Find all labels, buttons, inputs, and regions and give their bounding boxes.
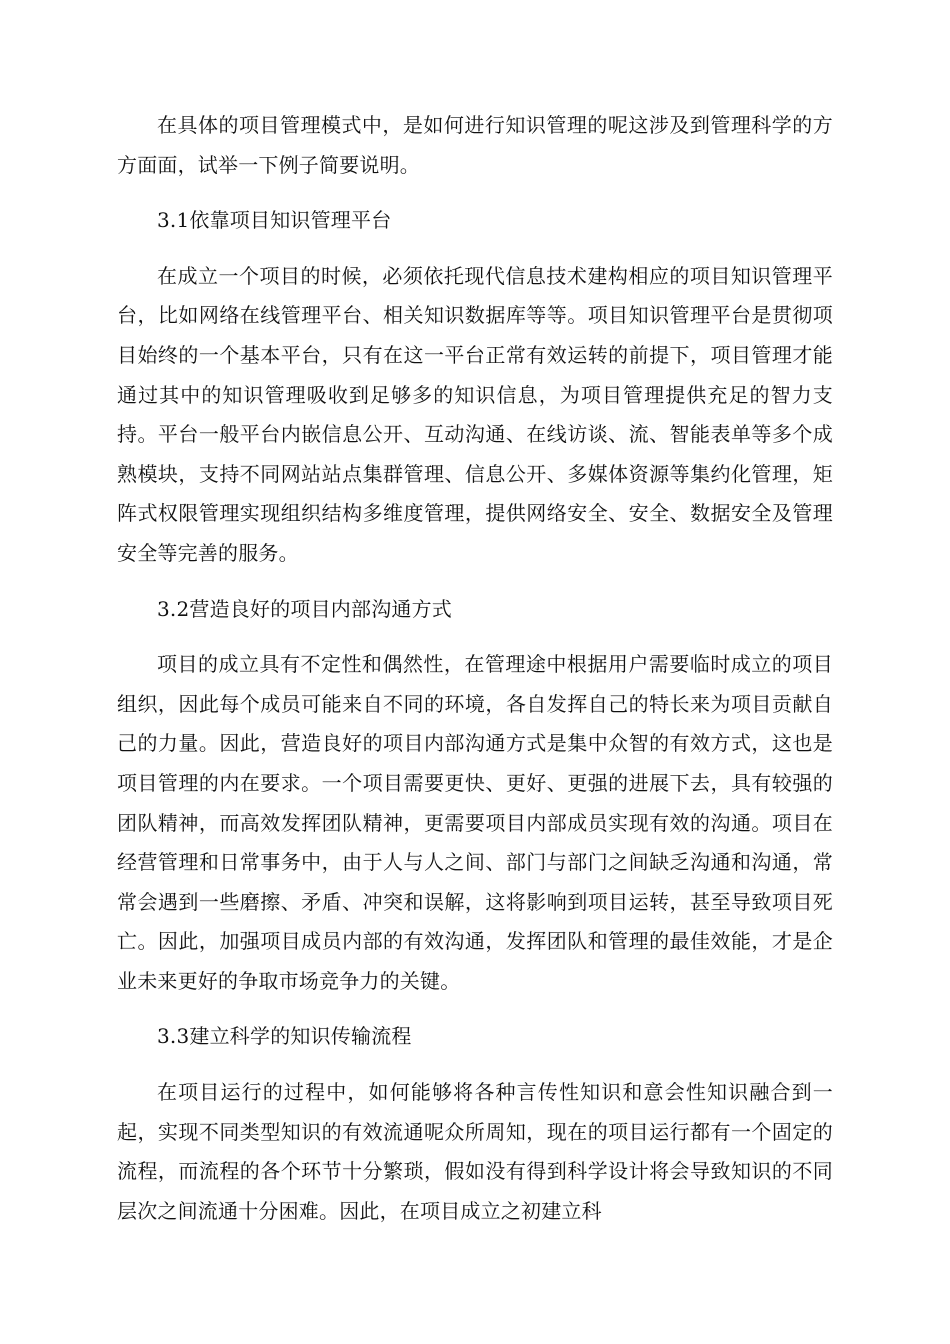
paragraph-3-1: 在成立一个项目的时候，必须依托现代信息技术建构相应的项目知识管理平台，比如网络在线管理平台、相关知识数据库等等。项目知识管理平台是贯彻项目始终的一个基本平台，只有在这一平台正常有效运转的前提下，项目管理才能通过其中的知识管理吸收到足够多的知识信息，为项目管理提供充足的智力支持。平台一般平台内嵌信息公开、互动沟通、在线访谈、流、智能表单等多个成熟模块，支持不同网站站点集群管理、信息公开、多媒体资源等集约化管理，矩阵式权限管理实现组织结构多维度管理，提供网络安全、安全、数据安全及管理安全等完善的服务。	[117, 263, 833, 565]
paragraph-3-3: 在项目运行的过程中，如何能够将各种言传性知识和意会性知识融合到一起，实现不同类型知识的有效流通呢众所周知，现在的项目运行都有一个固定的流程，而流程的各个环节十分繁琐，假如没有得到科学设计将会导致知识的不同层次之间流通十分困难。因此，在项目成立之初建立科	[117, 1080, 833, 1223]
document-page	[117, 106, 833, 1231]
paragraph-3-2: 项目的成立具有不定性和偶然性，在管理途中根据用户需要临时成立的项目组织，因此每个成员可能来自不同的环境，各自发挥自己的特长来为项目贡献自己的力量。因此，营造良好的项目内部沟通方式是集中众智的有效方式，这也是项目管理的内在要求。一个项目需要更快、更好、更强的进展下去，具有较强的团队精神，而高效发挥团队精神，更需要项目内部成员实现有效的沟通。项目在经营管理和日常事务中，由于人与人之间、部门与部门之间缺乏沟通和沟通，常常会遇到一些磨擦、矛盾、冲突和误解，这将影响到项目运转，甚至导致项目死亡。因此，加强项目成员内部的有效沟通，发挥团队和管理的最佳效能，才是企业未来更好的争取市场竞争力的关键。	[117, 652, 833, 993]
section-heading-3-2: 3.2营造良好的项目内部沟通方式	[157, 596, 453, 621]
paragraph-intro: 在具体的项目管理模式中，是如何进行知识管理的呢这涉及到管理科学的方方面面，试举一下例子简要说明。	[117, 113, 833, 177]
section-heading-3-1: 3.1依靠项目知识管理平台	[157, 208, 392, 233]
section-heading-3-3: 3.3建立科学的知识传输流程	[157, 1024, 412, 1049]
